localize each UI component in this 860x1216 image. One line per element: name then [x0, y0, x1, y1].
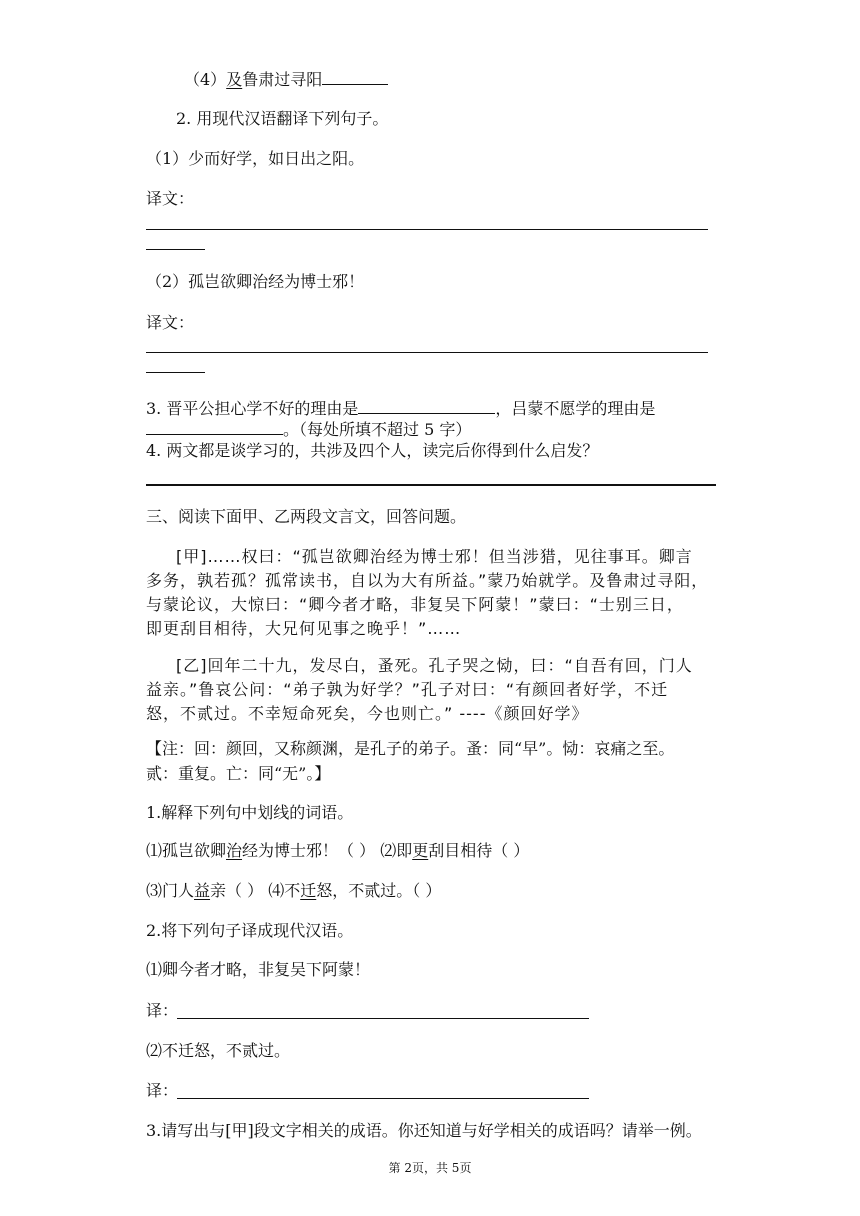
passage-yi-line-3: 怒，不贰过。不幸短命死矣，今也则亡。” ----《颜回好学》	[146, 704, 589, 723]
passage-jia-line-4: 即更刮目相待，大兄何见事之晚乎！”……	[146, 619, 462, 638]
answer-line[interactable]	[177, 1098, 589, 1099]
passage-jia-line-2: 多务，孰若孤？孤常读书，自以为大有所益。”蒙乃始就学。及鲁肃过寻阳，	[146, 571, 709, 590]
passage-jia-line-3: 与蒙论议，大惊曰：“卿今者才略，非复吴下阿蒙！”蒙曰：“士别三日，	[146, 595, 684, 614]
annotation-line-2: 贰：重复。亡：同“无”。】	[146, 764, 331, 783]
section-divider	[146, 484, 716, 486]
underlined-word: 更	[412, 841, 429, 860]
answer-blank[interactable]	[146, 418, 283, 435]
answer-line[interactable]	[146, 229, 708, 230]
page-footer: 第 2页，共 5页	[388, 1161, 472, 1175]
answer-blank[interactable]	[322, 68, 388, 85]
sub-question-1-items-a: ⑴孤岂欲卿治经为博士邪！（ ） ⑵即更刮目相待（ ）	[146, 841, 530, 860]
passage-jia-line-1: [甲]……权曰：“孤岂欲卿治经为博士邪！但当涉猎，见往事耳。卿言	[176, 547, 693, 566]
translation-label-4: 译：	[146, 1081, 179, 1100]
annotation-line-1: 【注：回：颜回，又称颜渊，是孔子的弟子。蚤：同“早”。恸：哀痛之至。	[146, 739, 675, 758]
passage-yi-line-1: [乙]回年二十九，发尽白，蚤死。孔子哭之恸，曰：“自吾有回，门人	[176, 656, 693, 675]
question-2-heading: 2. 用现代汉语翻译下列句子。	[176, 109, 389, 128]
sub-question-1-items-b: ⑶门人益亲（ ） ⑷不迁怒，不贰过。（ ）	[146, 881, 442, 900]
sentence-2: （2）孤岂欲卿治经为博士邪！	[146, 272, 365, 291]
translation-label-2: 译文：	[146, 313, 195, 332]
section-3-heading: 三、阅读下面甲、乙两段文言文，回答问题。	[146, 507, 467, 526]
translate-sentence-1: ⑴卿今者才略，非复吴下阿蒙！	[146, 960, 371, 979]
sentence-1: （1）少而好学，如日出之阳。	[146, 149, 365, 168]
answer-line[interactable]	[146, 352, 708, 353]
answer-line[interactable]	[146, 372, 205, 373]
sub-question-1: 1.解释下列句中划线的词语。	[146, 803, 354, 822]
underlined-word: 益	[194, 881, 211, 900]
passage-yi-line-2: 益亲。”鲁哀公问：“弟子孰为好学？”孔子对曰：“有颜回者好学，不迁	[146, 680, 669, 699]
translation-label-1: 译文：	[146, 189, 195, 208]
answer-line[interactable]	[177, 1018, 589, 1019]
underlined-word: 及	[226, 70, 243, 89]
sub-question-3: 3.请写出与[甲]段文字相关的成语。你还知道与好学相关的成语吗？请举一例。	[146, 1121, 702, 1140]
question-3-cont: 。（每处所填不超过 5 字）	[146, 418, 471, 441]
underlined-word: 迁	[300, 881, 317, 900]
translation-label-3: 译：	[146, 1001, 179, 1020]
sub-question-2: 2.将下列句子译成现代汉语。	[146, 921, 354, 940]
answer-blank[interactable]	[358, 397, 495, 414]
question-3: 3. 晋平公担心学不好的理由是 ，吕蒙不愿学的理由是	[146, 399, 656, 418]
translate-sentence-2: ⑵不迁怒，不贰过。	[146, 1041, 291, 1060]
underlined-word: 治	[226, 841, 243, 860]
question-item-4: （4）及鲁肃过寻阳	[184, 68, 388, 91]
answer-line[interactable]	[146, 249, 205, 250]
question-4: 4. 两文都是谈学习的，共涉及四个人，读完后你得到什么启发？	[146, 441, 599, 460]
